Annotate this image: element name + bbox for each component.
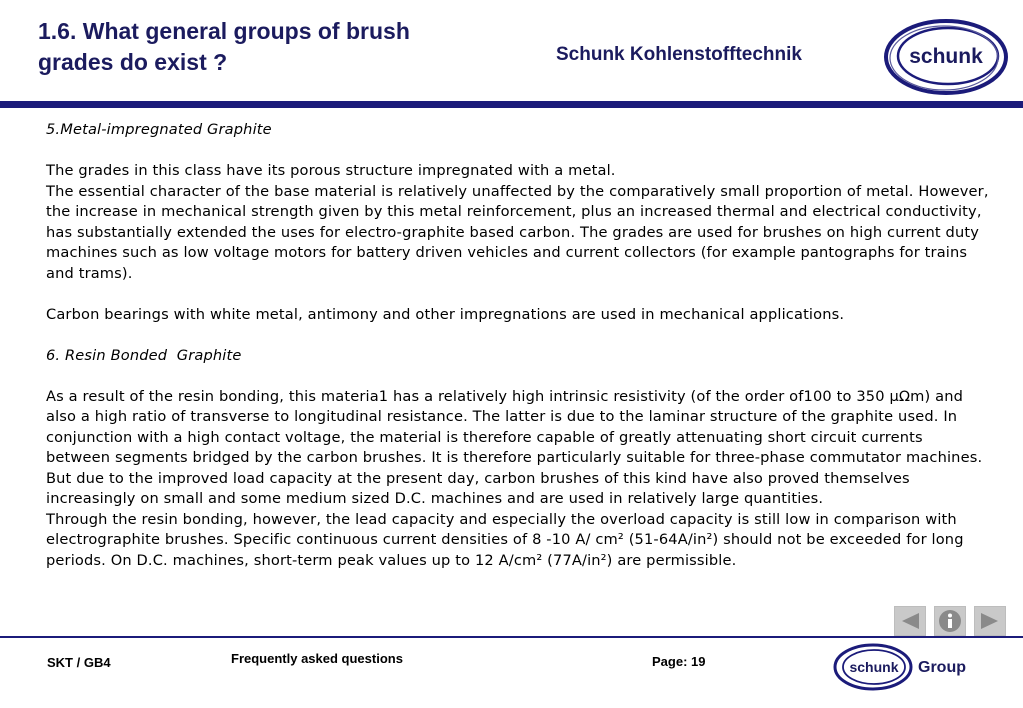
footer-section-title: Frequently asked questions: [231, 651, 403, 666]
schunk-group-logo-text: schunk: [849, 659, 899, 675]
paragraph: The essential character of the base material is relatively unaffected by the comparatively small proportion of metal. However, the increase in mechanical strength given by this metal reinforcement, plus an increased thermal and electrical conductivity, has substantially extended the uses for electro-graphite based carbon. The grades are used for brushes on high current duty machines such as low voltage motors for battery driven vehicles and current collectors (for example pantographs for trains and trams).: [46, 182, 989, 282]
spacer: [46, 141, 991, 162]
page-title: [38, 16, 498, 78]
schunk-group-logo: [832, 642, 982, 692]
spacer: [46, 366, 991, 387]
footer-divider: [0, 636, 1023, 638]
paragraph: Through the resin bonding, however, the lead capacity and especially the overload capacity is still low in comparison with electrographite brushes. Specific continuous current densities of 8 -10 A/ cm² (51-64A/in²) should not be exceeded for long periods. On D.C. machines, short-term peak values up to 12 A/cm² (77A/in²) are permissible.: [46, 510, 964, 569]
page-number: Page: 19: [652, 654, 706, 669]
next-slide-button[interactable]: [974, 606, 1006, 636]
group-label: Group: [918, 659, 966, 676]
info-icon: [938, 609, 962, 633]
header-divider: [0, 101, 1023, 108]
spacer: [46, 325, 991, 346]
document-code: SKT / GB4: [47, 655, 111, 670]
page-title-line-2: grades do exist ?: [38, 49, 228, 75]
paragraph: The grades in this class have its porous structure impregnated with a metal.: [46, 162, 616, 179]
schunk-logo: [882, 18, 1008, 96]
previous-slide-button[interactable]: [894, 606, 926, 636]
main-content: [46, 120, 991, 571]
company-name: Schunk Kohlenstofftechnik: [556, 44, 802, 65]
info-button[interactable]: [934, 606, 966, 636]
arrow-right-icon: [979, 611, 1001, 631]
section-heading-resin-bonded: 6. Resin Bonded Graphite: [46, 346, 242, 364]
paragraph: As a result of the resin bonding, this materia1 has a relatively high intrinsic resistivity (of the order of100 to 350 µΩm) and also a high ratio of transverse to longitudinal resistance. The latter is due to the laminar structure of the graphite used. In conjunction with a high contact voltage, the material is therefore capable of greatly attenuating short circuit currents between segments bridged by the carbon brushes. It is therefore particularly suitable for three-phase commutator machines. But due to the improved load capacity at the present day, carbon brushes of this kind have also proved themselves increasingly on small and some medium sized D.C. machines and are used in relatively large quantities.: [46, 387, 983, 507]
spacer: [46, 284, 991, 305]
page-title-line-1: 1.6. What general groups of brush: [38, 18, 410, 44]
section-heading-metal-impregnated: 5.Metal-impregnated Graphite: [46, 121, 272, 138]
schunk-logo-text: schunk: [909, 45, 983, 68]
paragraph: Carbon bearings with white metal, antimony and other impregnations are used in mechanical applications.: [46, 305, 845, 323]
arrow-left-icon: [899, 611, 921, 631]
